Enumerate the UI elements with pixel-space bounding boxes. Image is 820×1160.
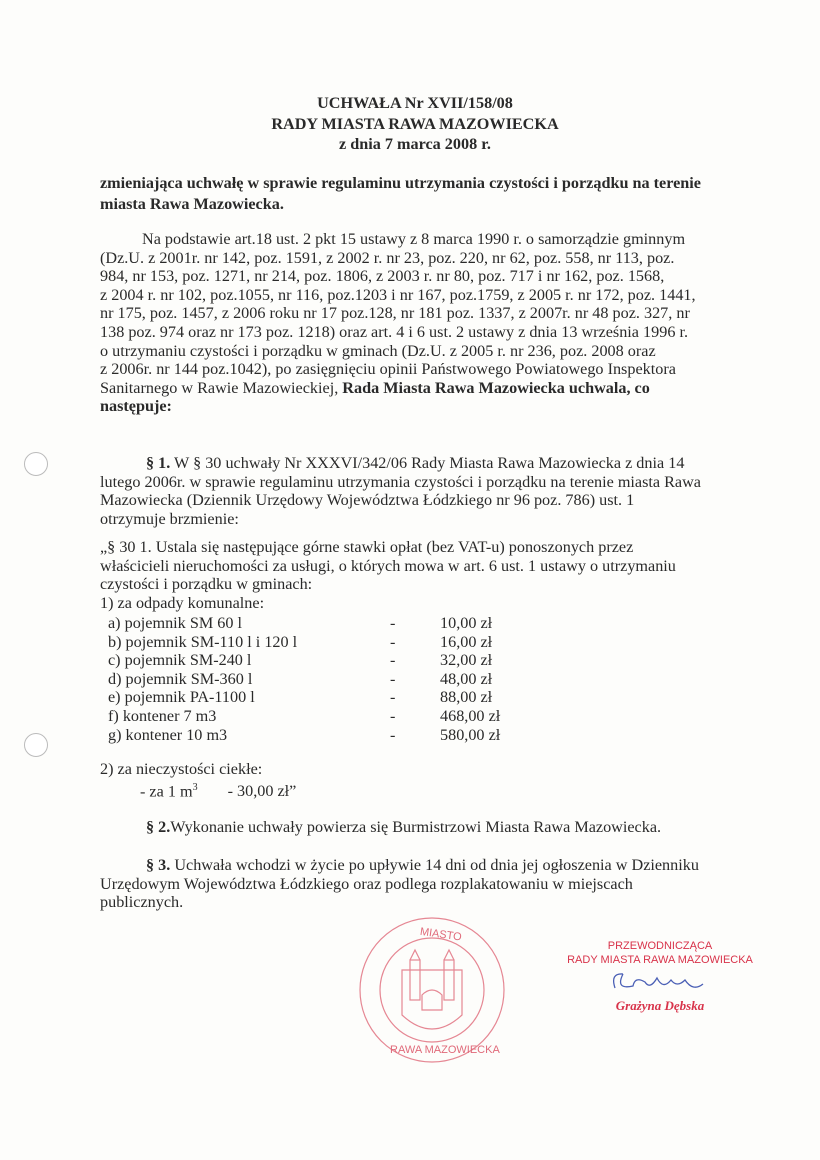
signature-body: RADY MIASTA RAWA MAZOWIECKA [567,954,753,966]
council-name: RADY MIASTA RAWA MAZOWIECKA [271,114,559,133]
fee-label: c) pojemnik SM-240 l [108,651,252,670]
fee-label: e) pojemnik PA-1100 l [108,688,255,707]
section-line: lutego 2006r. w sprawie regulaminu utrzymania czystości i porządku na terenie miasta Rawa [100,472,701,491]
quote-line: właścicieli nieruchomości za usługi, o których mowa w art. 6 ust. 1 ustawy o utrzymaniu [100,556,676,575]
quote-line: 1) za odpady komunalne: [100,593,265,612]
fee-label: a) pojemnik SM 60 l [108,614,242,632]
preamble-line: 138 poz. 974 oraz nr 173 poz. 1218) oraz art. 4 i 6 ust. 2 ustawy z dnia 13 września 1996 r. [100,322,689,341]
fee-price: 88,00 zł [440,688,493,707]
section-3 [100,856,740,912]
resolution-date: z dnia 7 marca 2008 r. [339,135,491,153]
liquid-price: - 30,00 zł” [227,781,297,800]
preamble-line: (Dz.U. z 2001r. nr 142, poz. 1591, z 2002 r. nr 23, poz. 220, nr 62, poz. 558, nr 113, poz. [100,248,675,267]
section-line: Wykonanie uchwały powierza się Burmistrzowi Miasta Rawa Mazowiecka. [170,818,662,836]
signature-block [560,940,760,1014]
fee-price: 16,00 zł [440,632,493,651]
fee-price: 580,00 zł [440,725,501,744]
preamble-line: z 2006r. nr 144 poz.1042), po zasięgnięciu opinii Państwowego Powiatowego Inspektora [100,360,676,379]
fee-price: 10,00 zł [440,614,493,632]
resolution-header [110,93,720,155]
punch-hole [24,733,48,757]
section-2 [100,818,740,837]
signer-name: Grażyna Dębska [615,998,705,1013]
liquid-unit: - za 1 m [140,781,193,800]
resolution-subject [100,173,740,215]
subject-line: miasta Rawa Mazowiecka. [100,195,284,213]
preamble-line: Na podstawie art.18 ust. 2 pkt 15 ustawy z 8 marca 1990 r. o samorządzie gminnym [142,230,686,248]
city-stamp [352,915,512,1065]
preamble-line: o utrzymaniu czystości i porządku w gminach (Dz.U. z 2005 r. nr 236, poz. 2008 oraz [100,341,656,360]
svg-text:MIASTO: MIASTO [419,925,463,944]
liquid-title: 2) za nieczystości ciekłe: [100,760,263,778]
fee-dash: - [390,651,396,670]
section-1 [100,454,740,528]
fee-dash: - [390,707,396,725]
handwritten-signature [605,968,715,998]
svg-text:RAWA MAZOWIECKA: RAWA MAZOWIECKA [390,1044,500,1056]
preamble-bold: Rada Miasta Rawa Mazowiecka uchwala, co [342,378,650,397]
fee-label: b) pojemnik SM-110 l i 120 l [108,632,298,651]
section-line: W § 30 uchwały Nr XXXVI/342/06 Rady Miasta Rawa Mazowiecka z dnia 14 [170,454,685,472]
section-line: Urzędowym Województwa Łódzkiego oraz podlega rozplakatowaniu w miejscach [100,874,633,893]
fee-dash: - [390,688,396,707]
fee-dash: - [390,725,396,744]
section-mark: § 1. [146,454,171,472]
fee-dash: - [390,632,396,651]
unit-exponent: 3 [192,781,198,793]
subject-line: zmieniająca uchwałę w sprawie regulaminu utrzymania czystości i porządku na terenie [100,174,701,192]
liquid-waste [100,760,740,800]
preamble-line: z 2004 r. nr 102, poz.1055, nr 116, poz.1203 i nr 167, poz.1759, z 2005 r. nr 172, poz. 1441, [100,285,696,304]
fee-label: g) kontener 10 m3 [108,725,228,744]
fee-dash: - [390,614,396,632]
fee-dash: - [390,669,396,688]
fee-label: f) kontener 7 m3 [108,707,217,725]
quoted-paragraph [100,538,740,612]
section-mark: § 2. [146,818,171,836]
quote-line: czystości i porządku w gminach: [100,575,313,594]
signature-role: PRZEWODNICZĄCA [607,940,713,952]
section-line: otrzymuje brzmienie: [100,509,239,528]
preamble-line: 984, nr 153, poz. 1271, nr 214, poz. 1806, z 2003 r. nr 80, poz. 717 i nr 162, poz. 1568, [100,267,665,286]
fee-label: d) pojemnik SM-360 l [108,669,253,688]
punch-hole [24,452,48,476]
section-line: Mazowiecka (Dziennik Urzędowy Województwa Łódzkiego nr 96 poz. 786) ust. 1 [100,491,635,510]
fee-price: 48,00 zł [440,669,493,688]
preamble-line [100,379,740,398]
preamble-line: następuje: [100,397,172,416]
preamble-line: nr 175, poz. 1457, z 2006 roku nr 17 poz.128, nr 181 poz. 1337, z 2007r. nr 48 poz. 327, nr [100,304,690,323]
section-line: Uchwała wchodzi w życie po upływie 14 dni od dnia jej ogłoszenia w Dzienniku [170,856,699,874]
resolution-number: UCHWAŁA Nr XVII/158/08 [317,94,513,112]
quote-line: „§ 30 1. Ustala się następujące górne stawki opłat (bez VAT-u) ponoszonych przez [100,538,634,556]
preamble [100,230,740,416]
fee-price: 32,00 zł [440,651,493,670]
fee-price: 468,00 zł [440,707,501,725]
section-line: publicznych. [100,893,184,912]
section-mark: § 3. [146,856,171,874]
preamble-text: Sanitarnego w Rawie Mazowieckiej, [100,378,343,397]
